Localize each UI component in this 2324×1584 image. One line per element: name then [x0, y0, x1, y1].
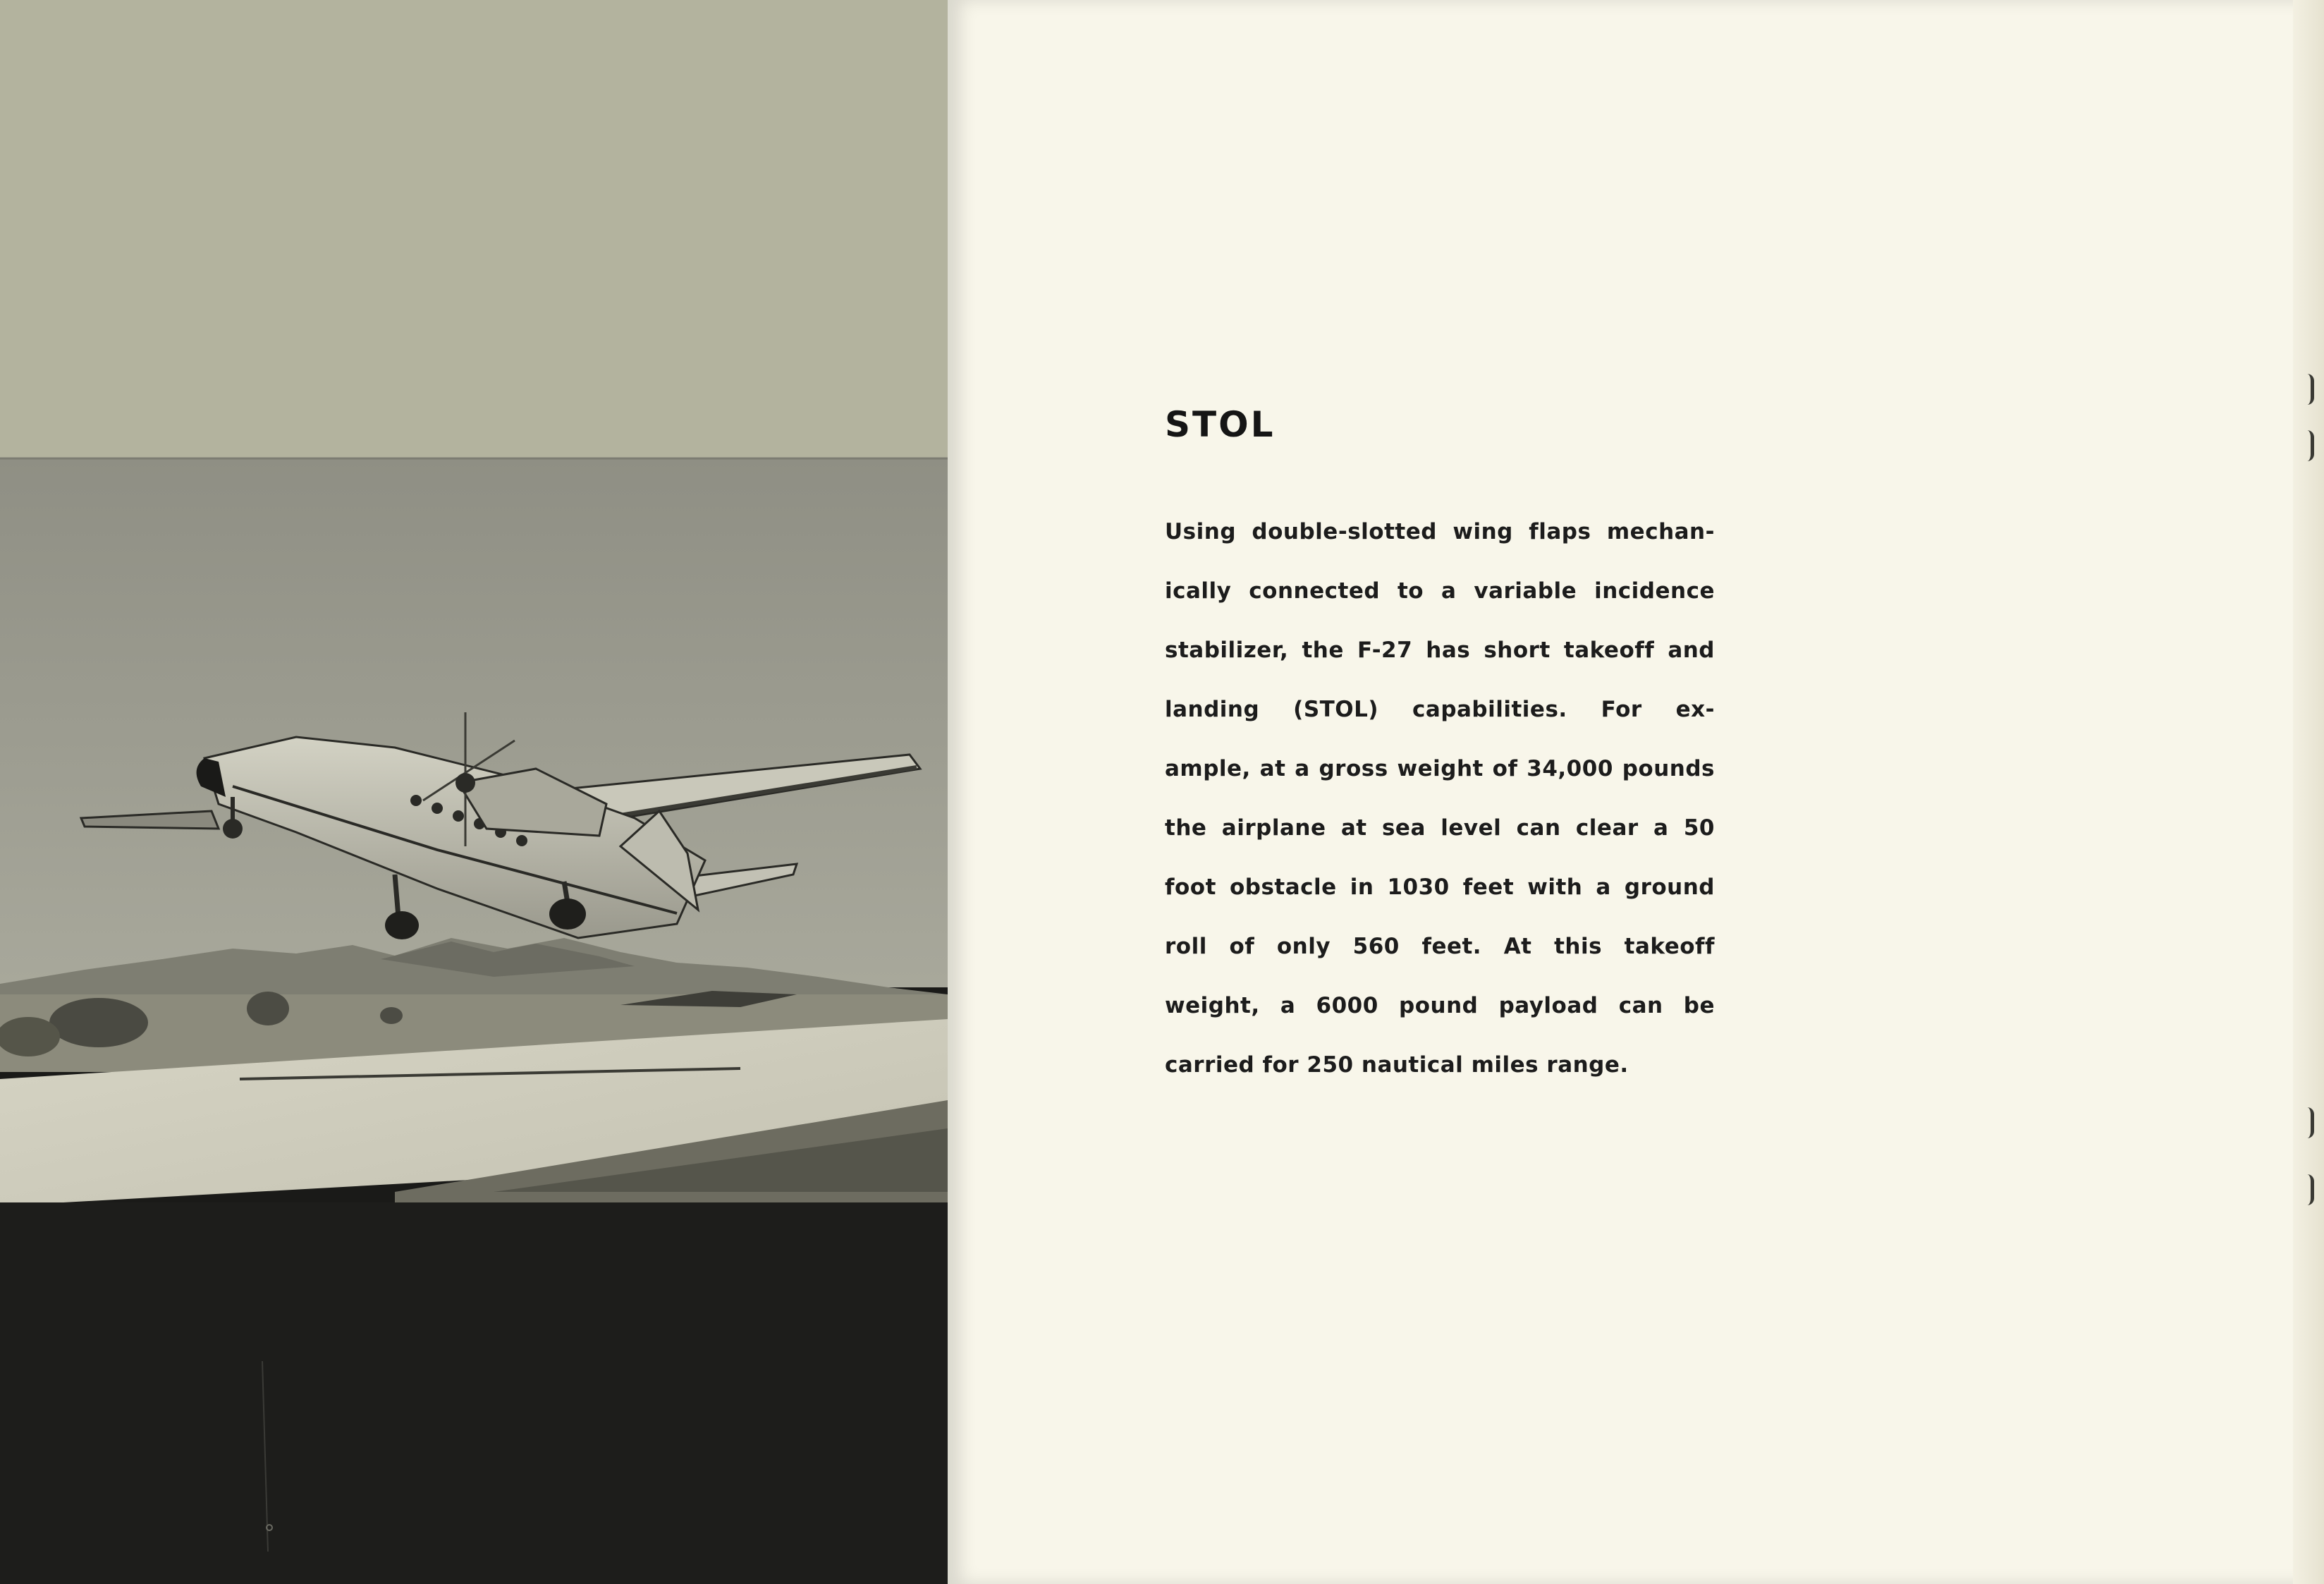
body-line: weight, a 6000 pound payload can be	[1165, 993, 1715, 1018]
body-line: foot obstacle in 1030 feet with a ground	[1165, 875, 1715, 900]
airplane-illustration	[0, 0, 948, 1584]
page-edge	[2293, 0, 2324, 1584]
illustration-page	[0, 0, 948, 1584]
body-line: ically connected to a variable incidence	[1165, 578, 1715, 604]
upper-panel	[0, 0, 948, 458]
body-line: landing (STOL) capabilities. For ex-	[1165, 697, 1715, 722]
body-line: carried for 250 nautical miles range.	[1165, 1052, 1629, 1078]
binding-clip-icon	[2306, 1174, 2314, 1205]
sky	[0, 458, 948, 987]
article-body	[1165, 502, 1715, 1095]
body-line: ample, at a gross weight of 34,000 pounds	[1165, 756, 1715, 781]
body-line: the airplane at sea level can clear a 50	[1165, 815, 1715, 841]
body-line: stabilizer, the F-27 has short takeoff and	[1165, 638, 1715, 663]
binding-clip-icon	[2306, 374, 2314, 405]
body-line: roll of only 560 feet. At this takeoff	[1165, 934, 1715, 959]
binding-clip-icon	[2306, 1107, 2314, 1138]
binding-clip-icon	[2306, 430, 2314, 461]
article-heading: STOL	[1165, 404, 1276, 445]
lower-panel	[0, 1202, 948, 1584]
article	[1165, 403, 1715, 1095]
body-line: Using double-slotted wing flaps mechan-	[1165, 519, 1715, 544]
